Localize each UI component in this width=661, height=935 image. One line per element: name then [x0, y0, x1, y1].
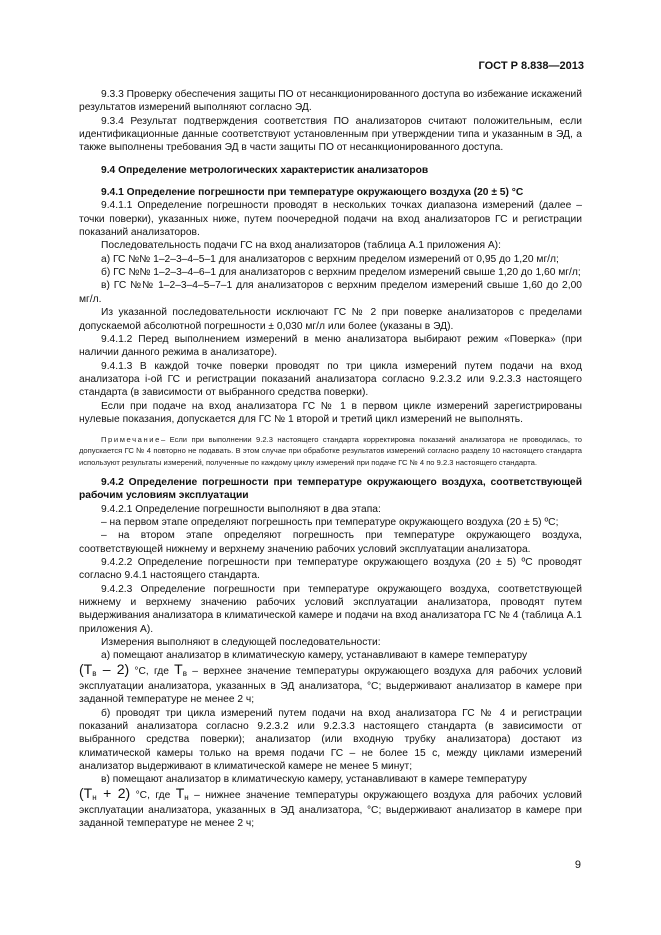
sequence-item-c: в) ГС №№ 1–2–3–4–5–7–1 для анализаторов с верхним пределом измерений свыше 1,60 до 2,00 мг/л. [79, 280, 582, 305]
formula-lower-temp-sub: н [92, 792, 97, 802]
paragraph-9-4-1-3: 9.4.1.3 В каждой точке поверки проводят по три цикла измерений путем подачи на вход анализатора i-ой ГС и регистрации показаний анализатора согласно 9.2.3.2 или 9.2.3.3 настоящего стандарта (в зависимости от выбранного средства поверки). [79, 360, 582, 399]
formula-lower-temp [79, 785, 130, 801]
step-c-text: в) помещают анализатор в климатическую камеру, устанавливают в камере температуру [101, 774, 527, 786]
symbol-upper-temp-sub: в [182, 668, 187, 678]
note [79, 434, 582, 468]
page-number: 9 [574, 859, 581, 871]
formula-upper-temp-sub: в [92, 668, 97, 678]
symbol-upper-temp-t: Т [174, 660, 183, 677]
step-c [79, 773, 582, 830]
heading-9-4-1: 9.4.1 Определение погрешности при температуре окружающего воздуха (20 ± 5) °С [101, 187, 524, 199]
measurement-intro: Измерения выполняют в следующей последовательности: [101, 636, 381, 648]
sequence-item-b: б) ГС №№ 1–2–3–4–6–1 для анализаторов с верхним пределом измерений свыше 1,20 до 1,60 мг/л; [101, 267, 581, 279]
formula-upper-temp-open: (Т [79, 660, 93, 677]
step-c-where: °С, где [130, 789, 176, 801]
symbol-upper-temp [174, 661, 187, 677]
paragraph-9-4-2-1: 9.4.2.1 Определение погрешности выполняют в два этапа: [101, 503, 381, 515]
sequence-intro: Последовательность подачи ГС на вход анализаторов (таблица А.1 приложения А): [101, 240, 501, 252]
paragraph-9-4-2-2: 9.4.2.2 Определение погрешности при температуре окружающего воздуха (20 ± 5) ºС проводят согласно 9.4.1 настоящего стандарта. [79, 556, 582, 582]
formula-lower-temp-close: + 2) [96, 784, 131, 801]
note-label: Примечание [101, 435, 161, 445]
paragraph-zero-readings: Если при подаче на вход анализатора ГС № 1 в первом цикле измерений зарегистрированы нулевые показания, допускается для ГС № 1 второй и третий цикл измерений не выполнять. [79, 400, 582, 425]
symbol-lower-temp-t: Т [175, 784, 185, 801]
step-c-definition: – нижнее значение температуры окружающего воздуха для рабочих условий эксплуатации анализатора, указанных в ЭД анализатора, °С; выдерживают анализатор в камере при заданной температуре не менее 2 ч; [79, 789, 582, 830]
stage-1: – на первом этапе определяют погрешность при температуре окружающего воздуха (20 ± 5) ºС; [101, 516, 559, 528]
heading-9-4-2: 9.4.2 Определение погрешности при температуре окружающего воздуха, соответствующей рабочим условиям эксплуатации [79, 476, 582, 502]
paragraph-9-4-1-2: 9.4.1.2 Перед выполнением измерений в меню анализатора выбирают режим «Поверка» (при наличии данного режима в анализаторе). [79, 333, 582, 359]
step-b: б) проводят три цикла измерений путем подачи на вход анализатора ГС № 4 и регистрации показаний анализатора согласно 9.2.3.2 или 9.2.3.3 настоящего стандарта (в зависимости от выбранного средства поверки); анализатор (или входную трубку анализатора) достают из климатической камеры только на время подачи ГС – не более 15 с, между циклами измерений анализатор выдерживают в климатической камере не менее 5 минут; [79, 707, 582, 773]
sequence-exclusion: Из указанной последовательности исключают ГС № 2 при поверке анализаторов с пределами допускаемой абсолютной погрешности ± 0,030 мг/л или более (указаны в ЭД). [79, 307, 582, 332]
paragraph-9-4-2-3: 9.4.2.3 Определение погрешности при температуре окружающего воздуха, соответствующей нижнему и верхнему значению рабочих условий эксплуатации анализатора, проводят путем выдерживания анализатора в климатической камере и подачи на вход анализатора ГС № 4 (таблица А.1 приложения А). [79, 583, 582, 635]
document-body [79, 88, 582, 831]
formula-upper-temp-close: – 2) [96, 660, 130, 677]
paragraph-9-3-4: 9.3.4 Результат подтверждения соответствия ПО анализаторов считают положительным, если идентификационные данные соответствуют установленным при утверждении типа и указанным в ЭД, а также выполнены требования ЭД в части защиты ПО от несанкционированного доступа. [79, 115, 582, 154]
formula-lower-temp-open: (Т [79, 784, 93, 801]
symbol-lower-temp [176, 785, 189, 801]
step-a-where: °С, где [129, 665, 175, 677]
heading-9-4: 9.4 Определение метрологических характеристик анализаторов [101, 164, 429, 176]
paragraph-9-4-1-1: 9.4.1.1 Определение погрешности проводят в нескольких точках диапазона измерений (далее – точки поверки), указанных ниже, путем поочередной подачи на вход анализаторов ГС и регистрации показаний анализаторов. [79, 200, 582, 239]
formula-upper-temp [79, 661, 129, 677]
step-a-definition: – верхнее значение температуры окружающего воздуха для рабочих условий эксплуатации анализатора, указанных в ЭД анализатора, °С; выдерживают анализатор в камере при заданной температуре не менее 2 ч; [79, 665, 582, 706]
sequence-item-a: а) ГС №№ 1–2–3–4–5–1 для анализаторов с верхним пределом измерений от 0,95 до 1,20 мг/л; [101, 253, 559, 265]
note-text: – Если при выполнении 9.2.3 настоящего стандарта корректировка показаний анализатора не проводилась, то допускается ГС № 4 повторно не подавать. В этом случае при обработке результатов измерений согласно разделу 10 настоящего стандарта используют результаты измерений, полученные по каждому циклу измерений при подаче ГС № 4 по 9.2.3 настоящего стандарта. [79, 435, 582, 467]
step-a [79, 649, 582, 706]
standard-header: ГОСТ Р 8.838—2013 [478, 60, 584, 72]
stage-2: – на втором этапе определяют погрешность при температуре окружающего воздуха, соответствующей нижнему и верхнему значению рабочих условий эксплуатации анализатора. [79, 530, 582, 555]
symbol-lower-temp-sub: н [184, 792, 189, 802]
step-a-text: а) помещают анализатор в климатическую камеру, устанавливают в камере температуру [101, 650, 528, 662]
paragraph-9-3-3: 9.3.3 Проверку обеспечения защиты ПО от несанкционированного доступа во избежание искажений результатов измерений выполняют согласно ЭД. [79, 89, 582, 114]
